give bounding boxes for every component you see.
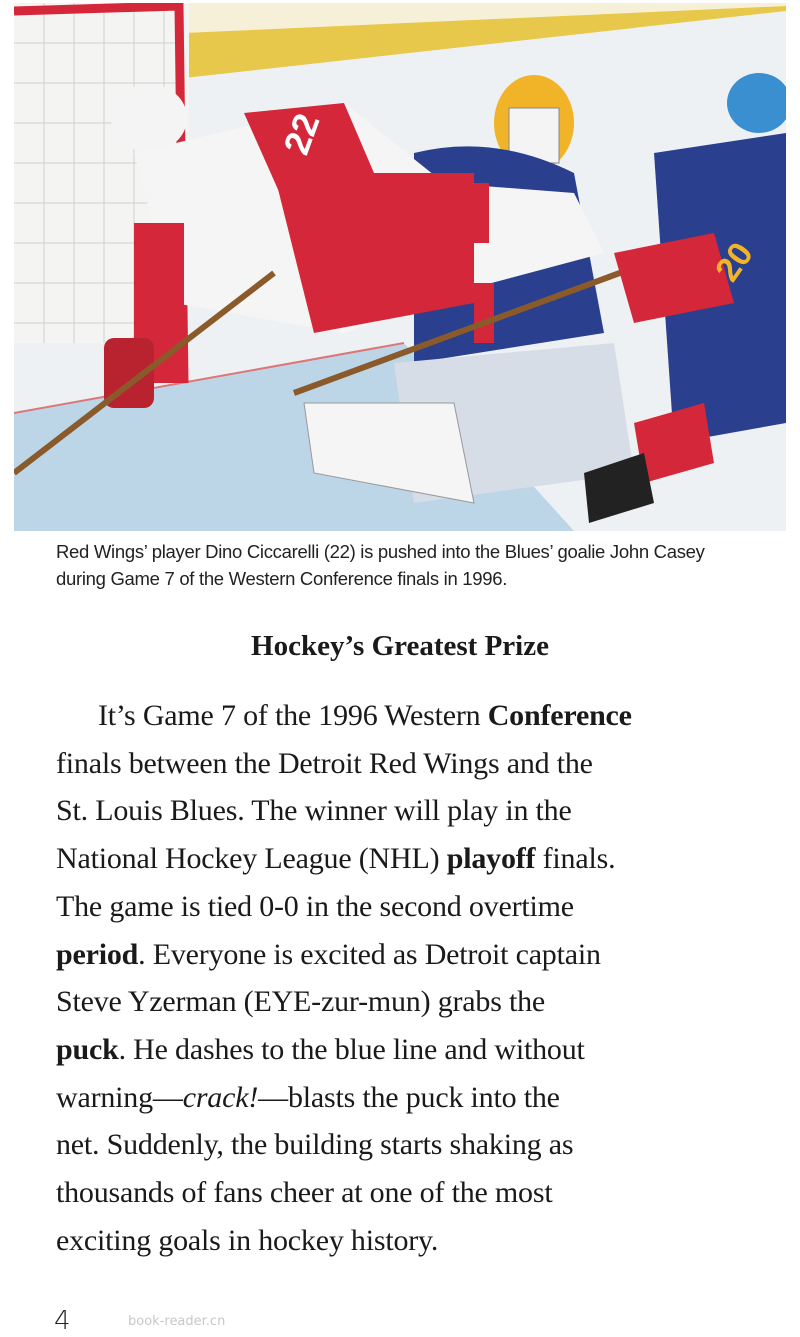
photo-caption: Red Wings’ player Dino Ciccarelli (22) is pushed into the Blues’ goalie John Casey during Game 7 of the Western Conference finals in 1996. [56, 541, 705, 589]
page-number: 4 [54, 1306, 71, 1336]
text-run: The game is tied 0-0 in the second overtime [56, 889, 574, 923]
text-line [56, 692, 756, 740]
text-line [56, 1026, 756, 1074]
text-run: thousands of fans cheer at one of the most [56, 1176, 553, 1210]
text-line [56, 1074, 756, 1122]
text-run: net. Suddenly, the building starts shaking as [56, 1128, 574, 1162]
section-heading: Hockey’s Greatest Prize [251, 630, 549, 662]
text-line [56, 835, 756, 883]
text-run: finals. [535, 842, 616, 876]
text-run: —blasts the puck into the [258, 1080, 560, 1114]
text-run: It’s Game 7 of the 1996 Western [98, 699, 488, 732]
jersey-number-20: 20 [708, 235, 761, 289]
hockey-action-illustration [14, 3, 786, 531]
text-run: warning— [56, 1080, 183, 1114]
vocabulary-term: period [56, 937, 139, 971]
text-run: St. Louis Blues. The winner will play in the [56, 794, 572, 828]
jersey-number-22: 22 [275, 108, 328, 160]
text-line [56, 931, 756, 979]
text-line [56, 787, 756, 835]
vocabulary-term: playoff [446, 842, 536, 876]
vocabulary-term: Conference [487, 699, 632, 732]
text-run: National Hockey League (NHL) [56, 842, 447, 876]
text-line [56, 1121, 756, 1169]
text-line [56, 1169, 756, 1217]
text-line [56, 883, 756, 931]
body-paragraph [56, 692, 756, 1264]
vocabulary-term: puck [56, 1032, 119, 1066]
watermark: book-reader.cn [128, 1314, 226, 1329]
text-run: exciting goals in hockey history. [56, 1223, 439, 1257]
emphasis-text: crack! [182, 1080, 259, 1114]
text-line [56, 740, 756, 788]
text-line [56, 978, 756, 1026]
hockey-photo [14, 3, 786, 531]
text-run: finals between the Detroit Red Wings and the [56, 746, 593, 780]
text-line [56, 1217, 756, 1265]
text-run: . Everyone is excited as Detroit captain [138, 937, 601, 971]
text-run: Steve Yzerman (EYE-zur-mun) grabs the [56, 985, 546, 1019]
text-run: . He dashes to the blue line and without [118, 1032, 585, 1066]
